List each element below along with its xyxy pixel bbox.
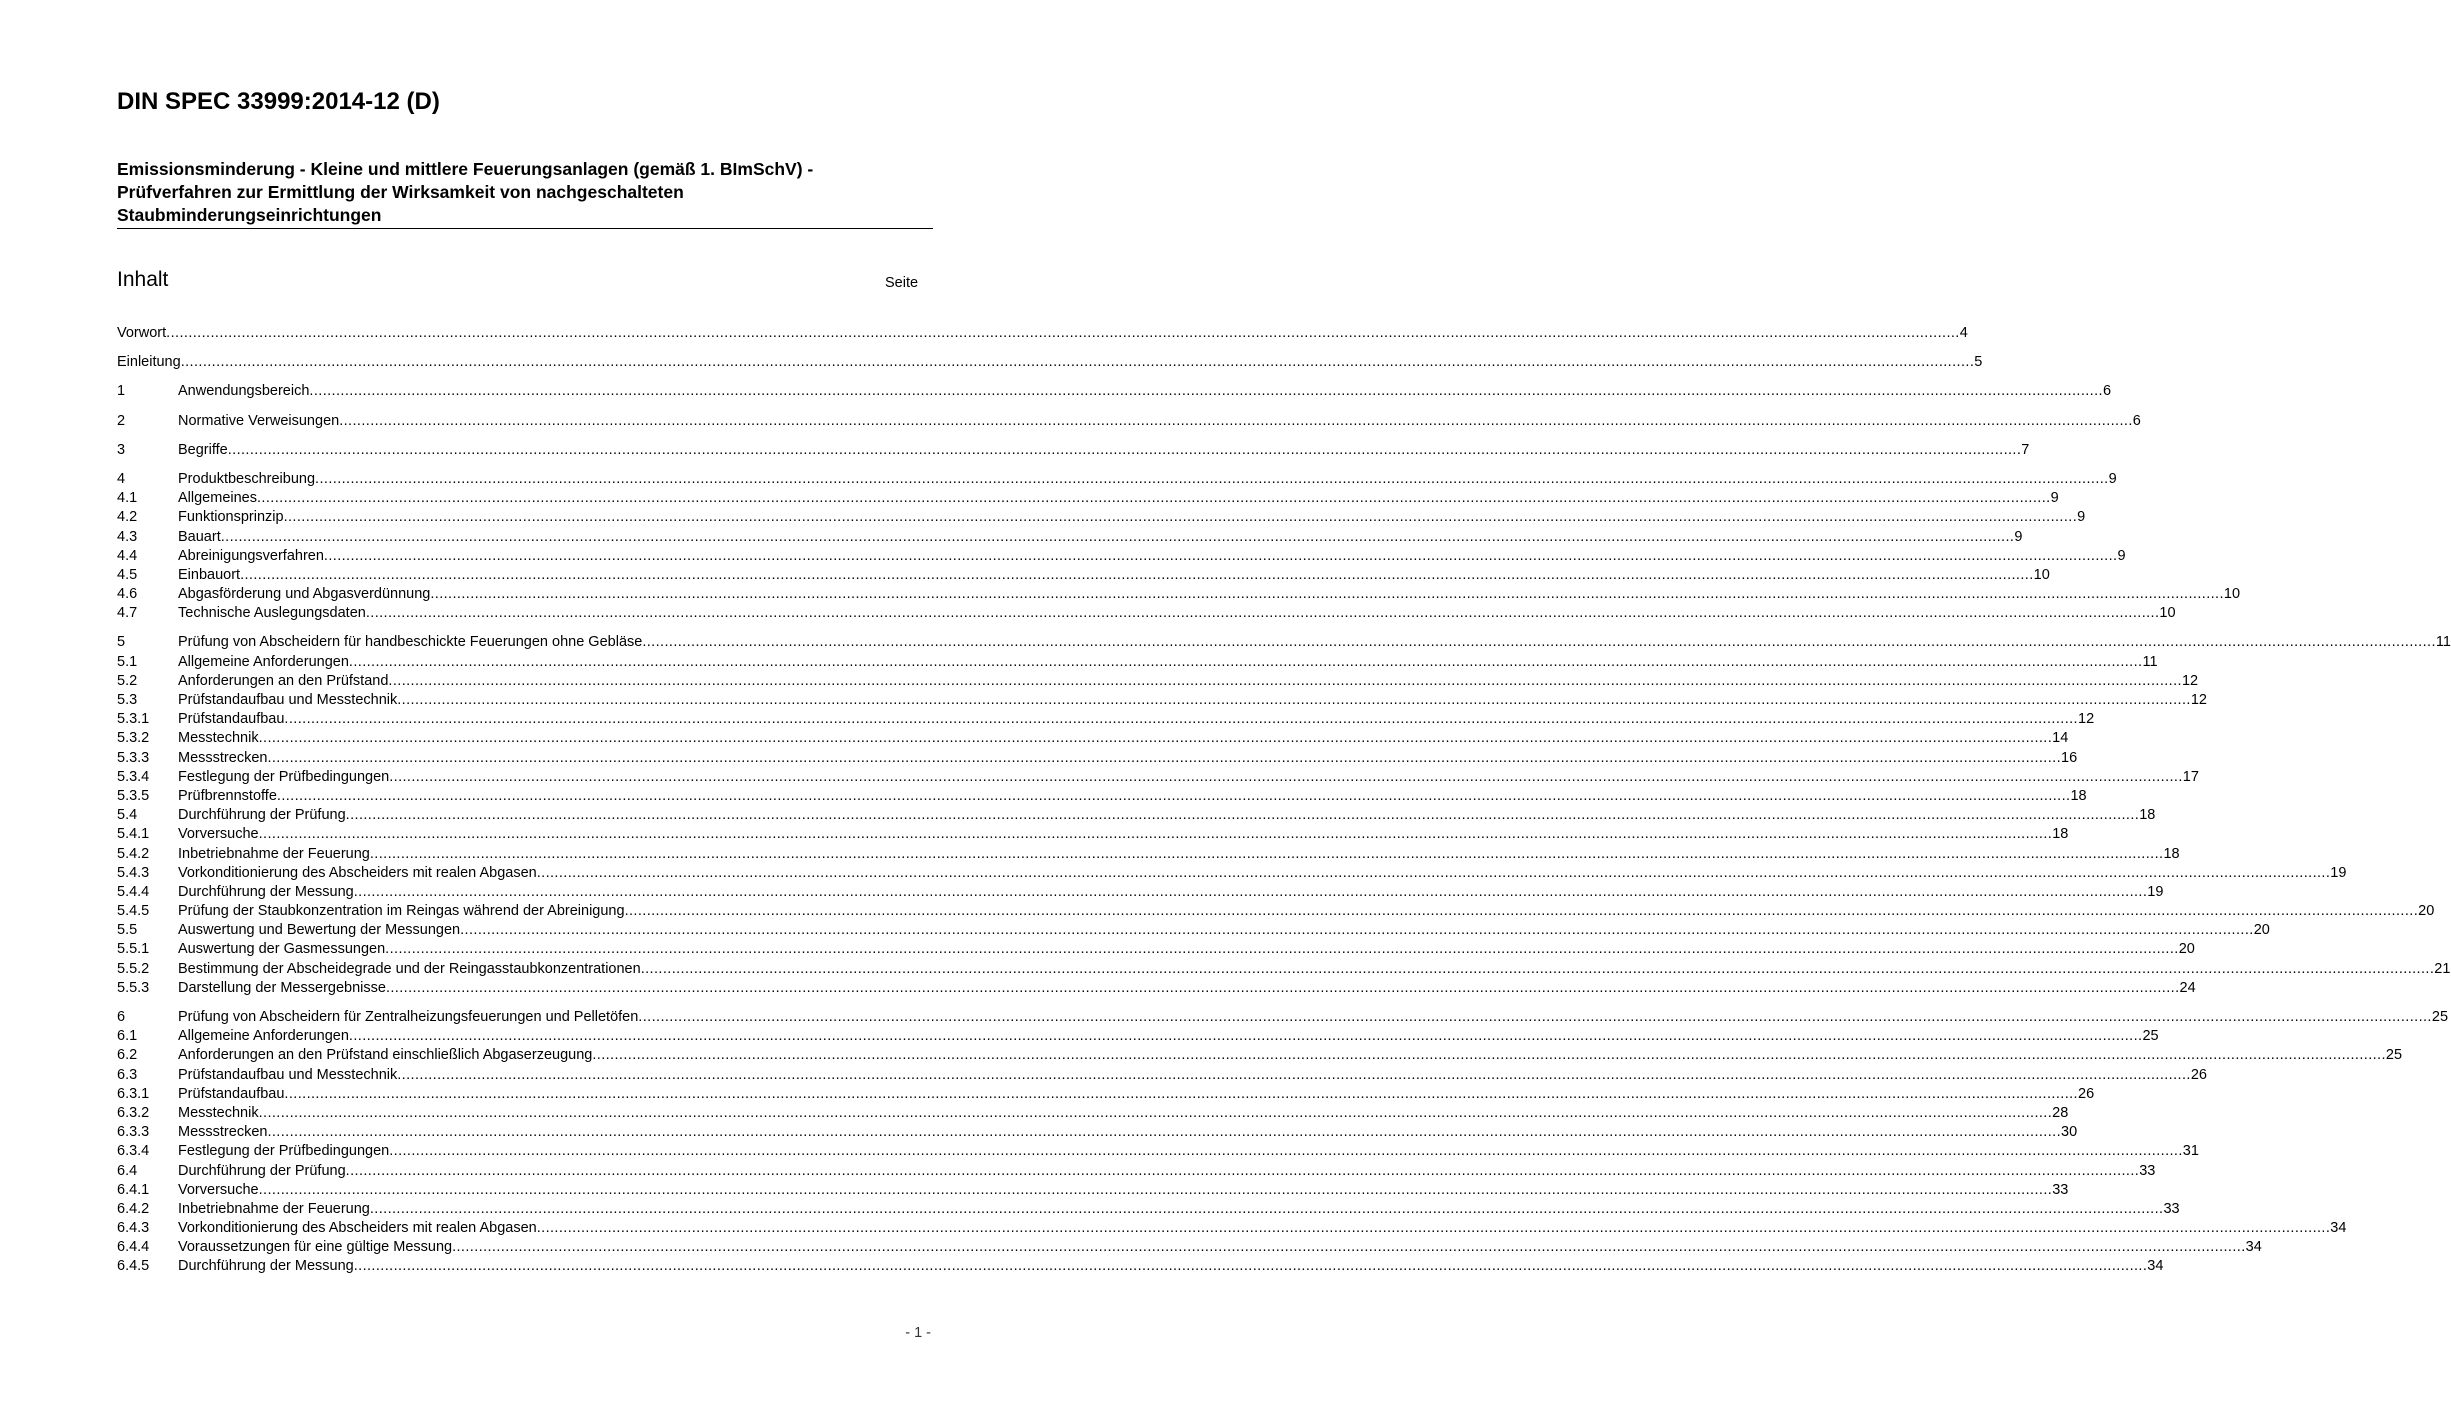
- toc-dot-leader: [397, 1066, 2191, 1085]
- toc-entry-number: 6.3: [117, 1066, 138, 1083]
- toc-dot-leader: [346, 806, 2140, 825]
- toc-entry[interactable]: [117, 864, 2347, 883]
- toc-entry[interactable]: [117, 940, 2195, 959]
- toc-entry-title: Prüfung von Abscheidern für handbeschickte Feuerungen ohne Gebläse: [178, 634, 643, 651]
- toc-dot-leader: [181, 353, 1975, 372]
- toc-entry-number: 5.3.2: [117, 730, 150, 747]
- toc-entry[interactable]: [117, 528, 2023, 547]
- toc-entry-title: Allgemeine Anforderungen: [178, 1028, 349, 1045]
- toc-entry-number: 5.5: [117, 922, 138, 939]
- toc-dot-leader: [389, 1142, 2183, 1161]
- toc-entry-number: 1: [117, 383, 126, 400]
- toc-entry-page: 34: [2147, 1258, 2164, 1275]
- toc-entry[interactable]: [117, 470, 2117, 489]
- toc-entry-page: 18: [2052, 826, 2069, 843]
- toc-entry[interactable]: [117, 749, 2078, 768]
- toc-entry-page: 18: [2139, 807, 2156, 824]
- toc-entry[interactable]: [117, 672, 2199, 691]
- toc-dot-leader: [389, 768, 2183, 787]
- toc-entry[interactable]: [117, 633, 2451, 652]
- toc-entry[interactable]: [117, 324, 1968, 343]
- toc-dot-leader: [349, 653, 2143, 672]
- toc-entry-title: Abgasförderung und Abgasverdünnung: [178, 586, 431, 603]
- toc-entry-page: 12: [2078, 711, 2095, 728]
- toc-entry-number: 5.4.1: [117, 826, 150, 843]
- toc-entry[interactable]: [117, 960, 2451, 979]
- toc-entry-title: Einbauort: [178, 566, 241, 583]
- toc-dot-leader: [259, 1181, 2053, 1200]
- toc-entry-number: 6: [117, 1009, 126, 1025]
- toc-entry[interactable]: [117, 1046, 2403, 1065]
- toc-entry-title: Durchführung der Prüfung: [178, 1162, 346, 1179]
- toc-entry-number: 3: [117, 441, 126, 458]
- toc-entry-page: 28: [2052, 1104, 2069, 1121]
- toc-dot-leader: [638, 1008, 2432, 1027]
- toc-entry-page: 20: [2418, 903, 2435, 920]
- toc-entry-page: 33: [2163, 1200, 2180, 1217]
- toc-entry-number: 5.4.5: [117, 903, 150, 920]
- toc-entry-title: Durchführung der Messung: [178, 883, 354, 900]
- toc-entry-title: Produktbeschreibung: [178, 470, 316, 487]
- toc-entry[interactable]: [117, 1162, 2156, 1181]
- toc-entry-page: 9: [2014, 528, 2023, 545]
- toc-dot-leader: [267, 749, 2061, 768]
- toc-dot-leader: [259, 729, 2053, 748]
- toc-entry-number: 5.1: [117, 653, 138, 670]
- toc-entry[interactable]: [117, 604, 2176, 623]
- toc-entry-number: 6.3.1: [117, 1085, 150, 1102]
- toc-entry-title: Inbetriebnahme der Feuerung: [178, 1200, 370, 1217]
- toc-entry-number: 4.5: [117, 566, 138, 583]
- toc-entry[interactable]: [117, 806, 2156, 825]
- toc-dot-leader: [452, 1238, 2246, 1257]
- toc-entry-number: 6.2: [117, 1047, 138, 1064]
- toc-entry-page: 26: [2190, 1066, 2207, 1083]
- toc-entry-number: 4.7: [117, 605, 138, 622]
- toc-entry-title: Darstellung der Messergebnisse: [178, 979, 386, 996]
- toc-entry-page: 21: [2434, 960, 2451, 977]
- toc-entry[interactable]: [117, 921, 2270, 940]
- toc-dot-leader: [430, 585, 2224, 604]
- toc-dot-leader: [385, 940, 2179, 959]
- toc-entry[interactable]: [117, 1085, 2095, 1104]
- toc-dot-leader: [166, 324, 1960, 343]
- toc-entry-number: 6.4: [117, 1162, 138, 1179]
- toc-entry[interactable]: [117, 1027, 2159, 1046]
- toc-entry-number: 2: [117, 412, 126, 429]
- toc-entry[interactable]: [117, 883, 2164, 902]
- toc-entry-number: 6.1: [117, 1028, 138, 1045]
- toc-entry-number: 5.2: [117, 672, 138, 689]
- toc-entry-number: 6.4.4: [117, 1239, 150, 1256]
- toc-entry-title: Auswertung und Bewertung der Messungen: [178, 922, 461, 939]
- toc-dot-leader: [228, 441, 2022, 460]
- toc-entry-title: Inbetriebnahme der Feuerung: [178, 845, 370, 862]
- toc-dot-leader: [284, 508, 2078, 527]
- toc-entry-number: 5.3.1: [117, 711, 150, 728]
- toc-entry-page: 11: [2435, 634, 2451, 651]
- toc-entry-title: Begriffe: [178, 441, 228, 458]
- toc-entry-title: Einleitung: [117, 354, 181, 371]
- toc-entry[interactable]: [117, 382, 2112, 401]
- toc-entry-page: 19: [2147, 883, 2164, 900]
- toc-entry-number: 4.1: [117, 490, 138, 507]
- toc-entry[interactable]: [117, 1008, 2449, 1027]
- table-of-contents: [117, 324, 2451, 1277]
- toc-entry-page: 33: [2139, 1162, 2156, 1179]
- toc-dot-leader: [642, 633, 2436, 652]
- toc-dot-leader: [370, 845, 2164, 864]
- toc-entry-number: 4: [117, 470, 126, 487]
- toc-entry[interactable]: [117, 508, 2086, 527]
- toc-entry[interactable]: [117, 1238, 2262, 1257]
- toc-entry[interactable]: [117, 729, 2069, 748]
- toc-entry-number: 5.3.3: [117, 749, 150, 766]
- toc-entry-title: Prüfung von Abscheidern für Zentralheizungsfeuerungen und Pelletöfen: [178, 1009, 639, 1025]
- toc-dot-leader: [641, 960, 2435, 979]
- toc-entry-title: Allgemeine Anforderungen: [178, 653, 349, 670]
- toc-entry-number: 5.4.4: [117, 883, 150, 900]
- document-number: DIN SPEC 33999:2014-12 (D): [117, 88, 440, 115]
- toc-entry-title: Vorkonditionierung des Abscheiders mit realen Abgasen: [178, 864, 537, 881]
- toc-entry-number: 5.4: [117, 807, 138, 824]
- toc-entry-page: 24: [2179, 979, 2196, 996]
- toc-entry[interactable]: [117, 845, 2180, 864]
- toc-entry[interactable]: [117, 412, 2141, 431]
- toc-entry-number: 6.4.3: [117, 1220, 150, 1237]
- toc-entry-page: 12: [2181, 672, 2199, 689]
- toc-dot-leader: [257, 489, 2051, 508]
- toc-entry-title: Funktionsprinzip: [178, 509, 284, 526]
- toc-entry-title: Durchführung der Prüfung: [178, 807, 346, 824]
- toc-entry-number: 6.4.2: [117, 1200, 150, 1217]
- toc-entry[interactable]: [117, 902, 2435, 921]
- toc-entry-title: Prüfstandaufbau: [178, 1085, 285, 1102]
- toc-dot-leader: [221, 528, 2015, 547]
- toc-entry-number: 6.3.3: [117, 1124, 150, 1141]
- toc-entry-title: Technische Auslegungsdaten: [178, 605, 366, 622]
- toc-entry-title: Prüfstandaufbau und Messtechnik: [178, 692, 398, 708]
- toc-entry[interactable]: [117, 1104, 2069, 1123]
- toc-entry-page: 11: [2142, 653, 2158, 670]
- toc-entry-page: 9: [2077, 509, 2086, 526]
- toc-entry[interactable]: [117, 1200, 2180, 1219]
- toc-entry[interactable]: [117, 1123, 2078, 1142]
- document-title: Emissionsminderung - Kleine und mittlere Feuerungsanlagen (gemäß 1. BImSchV) - Prüfverfahren zur Ermittlung der Wirksamkeit von nachgeschalteten Staubminderungseinrichtungen: [117, 159, 814, 225]
- toc-entry-number: 5.4.3: [117, 864, 150, 881]
- toc-dot-leader: [370, 1200, 2164, 1219]
- toc-entry-title: Prüfbrennstoffe: [178, 787, 277, 804]
- toc-dot-leader: [349, 1027, 2143, 1046]
- toc-entry-number: 5.5.2: [117, 960, 150, 977]
- toc-entry[interactable]: [117, 585, 2241, 604]
- toc-entry[interactable]: [117, 566, 2050, 585]
- toc-entry-number: 4.3: [117, 528, 138, 545]
- toc-entry-number: 5.3.4: [117, 768, 150, 785]
- toc-dot-leader: [386, 979, 2180, 998]
- toc-entry-page: 7: [2021, 441, 2030, 458]
- toc-heading: Inhalt: [117, 268, 169, 291]
- toc-entry-title: Festlegung der Prüfbedingungen: [178, 768, 390, 785]
- toc-entry-page: 9: [2117, 547, 2126, 564]
- toc-entry-page: 6: [2132, 412, 2141, 429]
- toc-entry-title: Durchführung der Messung: [178, 1258, 354, 1275]
- toc-entry-number: 6.4.5: [117, 1258, 150, 1275]
- toc-dot-leader: [537, 864, 2331, 883]
- toc-entry[interactable]: [117, 825, 2069, 844]
- toc-entry-title: Messstrecken: [178, 749, 268, 766]
- toc-page-column-label: Seite: [885, 275, 919, 291]
- toc-entry-page: 20: [2253, 922, 2270, 939]
- toc-entry[interactable]: [117, 441, 2030, 460]
- toc-dot-leader: [267, 1123, 2061, 1142]
- toc-entry-number: 5.5.1: [117, 941, 150, 958]
- toc-entry-page: 30: [2061, 1124, 2078, 1141]
- toc-entry-page: 4: [1959, 325, 1968, 341]
- toc-dot-leader: [460, 921, 2254, 940]
- toc-entry-page: 26: [2078, 1085, 2095, 1102]
- toc-entry[interactable]: [117, 353, 1983, 372]
- toc-entry-title: Festlegung der Prüfbedingungen: [178, 1143, 390, 1160]
- toc-dot-leader: [324, 547, 2118, 566]
- toc-entry-title: Anwendungsbereich: [178, 383, 310, 400]
- toc-entry-page: 25: [2142, 1028, 2159, 1045]
- toc-entry-page: 16: [2061, 749, 2078, 766]
- toc-entry-page: 25: [2385, 1047, 2403, 1064]
- toc-dot-leader: [240, 566, 2034, 585]
- toc-dot-leader: [284, 1085, 2078, 1104]
- toc-entry[interactable]: [117, 1181, 2069, 1200]
- toc-dot-leader: [315, 470, 2109, 489]
- toc-entry-number: 4.4: [117, 547, 138, 564]
- toc-entry-number: 5.3.5: [117, 787, 150, 804]
- toc-entry-page: 18: [2070, 787, 2087, 804]
- toc-entry[interactable]: [117, 1066, 2207, 1085]
- toc-entry-title: Prüfstandaufbau: [178, 711, 285, 728]
- toc-entry-title: Prüfstandaufbau und Messtechnik: [178, 1066, 398, 1083]
- toc-entry-page: 18: [2163, 845, 2180, 862]
- toc-dot-leader: [346, 1162, 2140, 1181]
- toc-entry-page: 14: [2052, 730, 2069, 747]
- toc-entry-number: 5.5.3: [117, 979, 150, 996]
- toc-dot-leader: [537, 1219, 2331, 1238]
- toc-entry-page: 5: [1974, 354, 1983, 371]
- toc-entry-title: Vorversuche: [178, 826, 259, 843]
- toc-entry[interactable]: [117, 547, 2126, 566]
- toc-entry-title: Messtechnik: [178, 1104, 259, 1121]
- toc-entry-title: Vorversuche: [178, 1181, 259, 1198]
- toc-dot-leader: [354, 1257, 2148, 1276]
- toc-entry-title: Anforderungen an den Prüfstand einschließlich Abgaserzeugung: [178, 1047, 593, 1064]
- toc-entry[interactable]: [117, 1142, 2199, 1161]
- toc-entry-title: Vorwort: [117, 325, 167, 341]
- toc-dot-leader: [388, 672, 2182, 691]
- toc-entry-title: Bestimmung der Abscheidegrade und der Reingasstaubkonzentrationen: [178, 960, 641, 977]
- toc-entry[interactable]: [117, 768, 2199, 787]
- toc-dot-leader: [592, 1046, 2386, 1065]
- toc-entry-number: 6.4.1: [117, 1181, 150, 1198]
- toc-entry-page: 10: [2033, 566, 2050, 583]
- toc-entry-page: 19: [2330, 864, 2347, 881]
- toc-entry-title: Anforderungen an den Prüfstand: [178, 672, 389, 689]
- toc-dot-leader: [366, 604, 2160, 623]
- toc-entry-page: 31: [2182, 1143, 2199, 1160]
- toc-entry-number: 6.3.4: [117, 1143, 150, 1160]
- toc-dot-leader: [339, 412, 2133, 431]
- toc-entry[interactable]: [117, 1219, 2347, 1238]
- toc-entry[interactable]: [117, 489, 2059, 508]
- toc-entry[interactable]: [117, 710, 2095, 729]
- toc-dot-leader: [259, 825, 2053, 844]
- toc-entry-number: 5: [117, 634, 126, 651]
- title-divider: [117, 228, 933, 229]
- toc-entry-page: 20: [2178, 941, 2195, 958]
- toc-entry-number: 4.2: [117, 509, 138, 526]
- toc-dot-leader: [397, 691, 2191, 710]
- toc-entry-page: 12: [2190, 692, 2207, 708]
- toc-entry-title: Auswertung der Gasmessungen: [178, 941, 386, 958]
- toc-entry[interactable]: [117, 979, 2196, 998]
- toc-entry[interactable]: [117, 787, 2087, 806]
- toc-entry-number: 4.6: [117, 586, 138, 603]
- toc-entry-page: 6: [2102, 383, 2112, 400]
- toc-entry-title: Voraussetzungen für eine gültige Messung: [178, 1239, 453, 1256]
- toc-entry-title: Allgemeines: [178, 490, 257, 507]
- toc-dot-leader: [625, 902, 2419, 921]
- toc-entry-number: 5.4.2: [117, 845, 150, 862]
- toc-dot-leader: [284, 710, 2078, 729]
- toc-entry-page: 17: [2182, 768, 2199, 785]
- toc-entry-title: Prüfung der Staubkonzentration im Reingas während der Abreinigung: [178, 903, 625, 920]
- toc-dot-leader: [354, 883, 2148, 902]
- toc-dot-leader: [259, 1104, 2053, 1123]
- toc-entry-number: 5.3: [117, 692, 138, 708]
- toc-entry-page: 10: [2223, 586, 2241, 603]
- toc-entry[interactable]: [117, 1257, 2164, 1276]
- toc-entry-page: 34: [2330, 1220, 2347, 1237]
- toc-entry-title: Messtechnik: [178, 730, 259, 747]
- toc-entry-page: 9: [2050, 490, 2059, 507]
- toc-entry-page: 25: [2431, 1009, 2449, 1025]
- toc-entry-page: 33: [2052, 1181, 2069, 1198]
- toc-entry-title: Normative Verweisungen: [178, 412, 340, 429]
- toc-entry-page: 10: [2159, 605, 2176, 622]
- toc-entry-title: Abreinigungsverfahren: [178, 547, 324, 564]
- toc-entry-page: 9: [2108, 470, 2117, 487]
- toc-dot-leader: [309, 382, 2103, 401]
- toc-dot-leader: [277, 787, 2071, 806]
- toc-entry[interactable]: [117, 653, 2158, 672]
- toc-entry-title: Bauart: [178, 528, 221, 545]
- toc-entry-title: Vorkonditionierung des Abscheiders mit realen Abgasen: [178, 1220, 537, 1237]
- page-number: - 1 -: [905, 1325, 931, 1341]
- toc-entry[interactable]: [117, 691, 2207, 710]
- toc-entry-page: 34: [2245, 1239, 2262, 1256]
- toc-entry-number: 6.3.2: [117, 1104, 150, 1121]
- toc-entry-title: Messstrecken: [178, 1124, 268, 1141]
